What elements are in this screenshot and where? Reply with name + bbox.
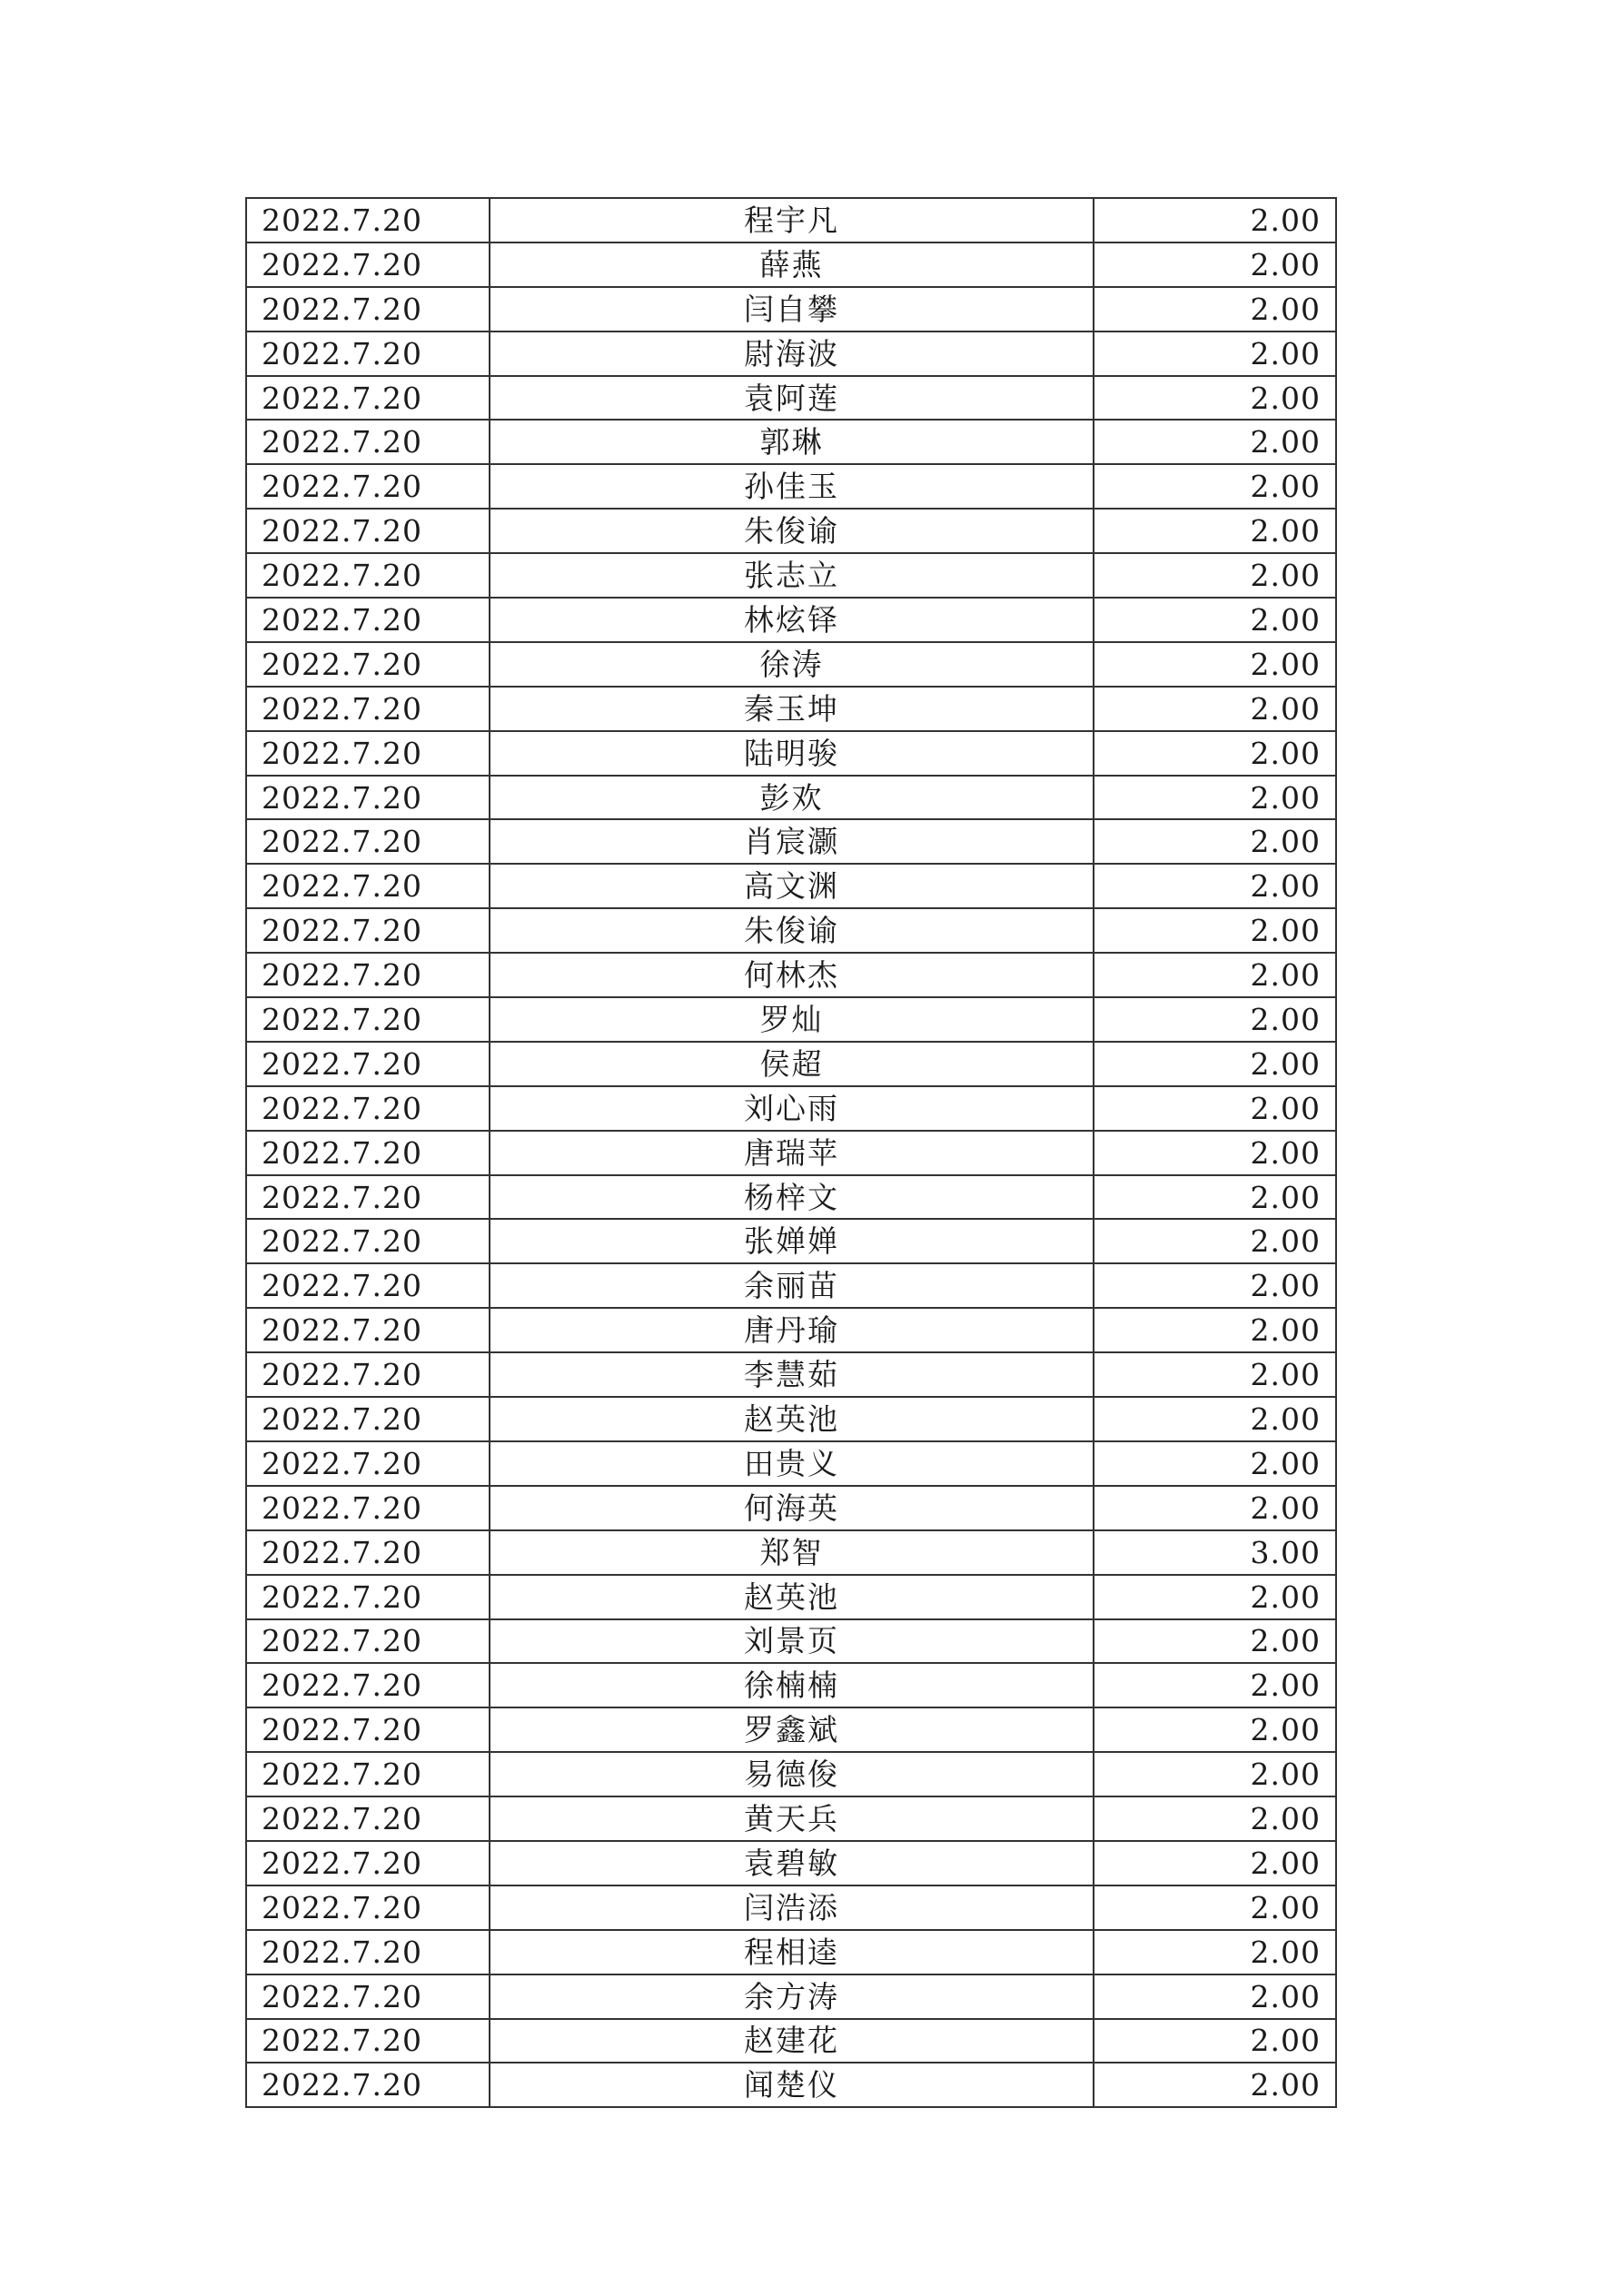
amount-cell: 2.00: [1094, 1575, 1336, 1619]
date-cell: 2022.7.20: [246, 464, 490, 509]
date-cell: 2022.7.20: [246, 1397, 490, 1441]
amount-cell: 2.00: [1094, 1042, 1336, 1086]
amount-cell: 2.00: [1094, 1752, 1336, 1796]
date-cell: 2022.7.20: [246, 509, 490, 553]
amount-cell: 2.00: [1094, 1707, 1336, 1752]
date-cell: 2022.7.20: [246, 1974, 490, 2019]
amount-cell: 2.00: [1094, 598, 1336, 642]
table-row: [246, 1841, 1336, 1885]
table-row: [246, 1530, 1336, 1575]
date-cell: 2022.7.20: [246, 376, 490, 421]
table-row: [246, 376, 1336, 421]
date-cell: 2022.7.20: [246, 598, 490, 642]
date-cell: 2022.7.20: [246, 1707, 490, 1752]
name-cell: 秦玉坤: [490, 687, 1094, 731]
table-row: [246, 1930, 1336, 1974]
date-cell: 2022.7.20: [246, 1131, 490, 1175]
table-row: [246, 864, 1336, 908]
name-cell: 薛燕: [490, 242, 1094, 287]
table-row: [246, 642, 1336, 687]
amount-cell: 2.00: [1094, 2063, 1336, 2107]
amount-cell: 2.00: [1094, 1308, 1336, 1352]
amount-cell: 2.00: [1094, 1441, 1336, 1486]
date-cell: 2022.7.20: [246, 1175, 490, 1220]
name-cell: 郑智: [490, 1530, 1094, 1575]
amount-cell: 2.00: [1094, 953, 1336, 997]
name-cell: 侯超: [490, 1042, 1094, 1086]
name-cell: 徐楠楠: [490, 1663, 1094, 1707]
table-row: [246, 598, 1336, 642]
amount-cell: 2.00: [1094, 776, 1336, 820]
name-cell: 张婵婵: [490, 1219, 1094, 1263]
amount-cell: 2.00: [1094, 997, 1336, 1042]
date-cell: 2022.7.20: [246, 287, 490, 332]
amount-cell: 2.00: [1094, 242, 1336, 287]
name-cell: 肖宸灏: [490, 819, 1094, 864]
date-cell: 2022.7.20: [246, 1841, 490, 1885]
name-cell: 易德俊: [490, 1752, 1094, 1796]
date-cell: 2022.7.20: [246, 776, 490, 820]
table-row: [246, 776, 1336, 820]
date-cell: 2022.7.20: [246, 1619, 490, 1664]
name-cell: 杨梓文: [490, 1175, 1094, 1220]
amount-cell: 3.00: [1094, 1530, 1336, 1575]
amount-cell: 2.00: [1094, 1219, 1336, 1263]
amount-cell: 2.00: [1094, 1175, 1336, 1220]
table-row: [246, 1486, 1336, 1530]
name-cell: 林炫铎: [490, 598, 1094, 642]
table-row: [246, 953, 1336, 997]
amount-cell: 2.00: [1094, 1930, 1336, 1974]
amount-cell: 2.00: [1094, 1131, 1336, 1175]
name-cell: 陆明骏: [490, 731, 1094, 776]
table-row: [246, 997, 1336, 1042]
date-cell: 2022.7.20: [246, 953, 490, 997]
date-cell: 2022.7.20: [246, 420, 490, 464]
date-cell: 2022.7.20: [246, 1352, 490, 1397]
amount-cell: 2.00: [1094, 1841, 1336, 1885]
date-cell: 2022.7.20: [246, 864, 490, 908]
name-cell: 朱俊谕: [490, 908, 1094, 953]
name-cell: 何林杰: [490, 953, 1094, 997]
table-row: [246, 687, 1336, 731]
table-row: [246, 242, 1336, 287]
date-cell: 2022.7.20: [246, 2063, 490, 2107]
name-cell: 唐瑞苹: [490, 1131, 1094, 1175]
amount-cell: 2.00: [1094, 1796, 1336, 1841]
table-row: [246, 1352, 1336, 1397]
amount-cell: 2.00: [1094, 687, 1336, 731]
name-cell: 刘心雨: [490, 1086, 1094, 1131]
table-row: [246, 908, 1336, 953]
table-row: [246, 1175, 1336, 1220]
name-cell: 赵建花: [490, 2019, 1094, 2063]
date-cell: 2022.7.20: [246, 1219, 490, 1263]
date-cell: 2022.7.20: [246, 908, 490, 953]
name-cell: 闻楚仪: [490, 2063, 1094, 2107]
amount-cell: 2.00: [1094, 1397, 1336, 1441]
name-cell: 孙佳玉: [490, 464, 1094, 509]
amount-cell: 2.00: [1094, 1619, 1336, 1664]
date-cell: 2022.7.20: [246, 332, 490, 376]
amount-cell: 2.00: [1094, 819, 1336, 864]
table-row: [246, 1707, 1336, 1752]
table-row: [246, 1441, 1336, 1486]
name-cell: 罗灿: [490, 997, 1094, 1042]
amount-cell: 2.00: [1094, 1486, 1336, 1530]
name-cell: 黄天兵: [490, 1796, 1094, 1841]
name-cell: 罗鑫斌: [490, 1707, 1094, 1752]
name-cell: 唐丹瑜: [490, 1308, 1094, 1352]
date-cell: 2022.7.20: [246, 1752, 490, 1796]
date-cell: 2022.7.20: [246, 1575, 490, 1619]
amount-cell: 2.00: [1094, 1263, 1336, 1308]
name-cell: 张志立: [490, 553, 1094, 598]
date-cell: 2022.7.20: [246, 553, 490, 598]
amount-cell: 2.00: [1094, 864, 1336, 908]
table-row: [246, 1885, 1336, 1930]
table-row: [246, 1752, 1336, 1796]
table-row: [246, 1575, 1336, 1619]
date-cell: 2022.7.20: [246, 1885, 490, 1930]
amount-cell: 2.00: [1094, 2019, 1336, 2063]
date-cell: 2022.7.20: [246, 997, 490, 1042]
table-row: [246, 420, 1336, 464]
table-row: [246, 553, 1336, 598]
ledger-body: [246, 198, 1336, 2107]
table-row: [246, 1042, 1336, 1086]
amount-cell: 2.00: [1094, 420, 1336, 464]
name-cell: 朱俊谕: [490, 509, 1094, 553]
name-cell: 余方涛: [490, 1974, 1094, 2019]
date-cell: 2022.7.20: [246, 731, 490, 776]
amount-cell: 2.00: [1094, 464, 1336, 509]
name-cell: 赵英池: [490, 1397, 1094, 1441]
date-cell: 2022.7.20: [246, 1441, 490, 1486]
table-row: [246, 1663, 1336, 1707]
table-row: [246, 332, 1336, 376]
amount-cell: 2.00: [1094, 287, 1336, 332]
name-cell: 程相逵: [490, 1930, 1094, 1974]
table-row: [246, 1308, 1336, 1352]
table-row: [246, 1397, 1336, 1441]
date-cell: 2022.7.20: [246, 1530, 490, 1575]
table-row: [246, 2063, 1336, 2107]
table-row: [246, 731, 1336, 776]
table-row: [246, 2019, 1336, 2063]
name-cell: 袁碧敏: [490, 1841, 1094, 1885]
date-cell: 2022.7.20: [246, 1663, 490, 1707]
date-cell: 2022.7.20: [246, 242, 490, 287]
name-cell: 余丽苗: [490, 1263, 1094, 1308]
name-cell: 闫浩添: [490, 1885, 1094, 1930]
amount-cell: 2.00: [1094, 509, 1336, 553]
name-cell: 尉海波: [490, 332, 1094, 376]
date-cell: 2022.7.20: [246, 1796, 490, 1841]
date-cell: 2022.7.20: [246, 1086, 490, 1131]
name-cell: 徐涛: [490, 642, 1094, 687]
name-cell: 高文渊: [490, 864, 1094, 908]
amount-cell: 2.00: [1094, 1974, 1336, 2019]
name-cell: 袁阿莲: [490, 376, 1094, 421]
amount-cell: 2.00: [1094, 198, 1336, 242]
name-cell: 刘景页: [490, 1619, 1094, 1664]
table-row: [246, 509, 1336, 553]
name-cell: 程宇凡: [490, 198, 1094, 242]
name-cell: 赵英池: [490, 1575, 1094, 1619]
amount-cell: 2.00: [1094, 642, 1336, 687]
date-cell: 2022.7.20: [246, 1486, 490, 1530]
table-row: [246, 198, 1336, 242]
table-row: [246, 1086, 1336, 1131]
amount-cell: 2.00: [1094, 908, 1336, 953]
table-row: [246, 1263, 1336, 1308]
table-row: [246, 819, 1336, 864]
amount-cell: 2.00: [1094, 1352, 1336, 1397]
table-row: [246, 1796, 1336, 1841]
date-cell: 2022.7.20: [246, 1042, 490, 1086]
name-cell: 田贵义: [490, 1441, 1094, 1486]
date-cell: 2022.7.20: [246, 819, 490, 864]
table-row: [246, 1974, 1336, 2019]
date-cell: 2022.7.20: [246, 687, 490, 731]
name-cell: 何海英: [490, 1486, 1094, 1530]
date-cell: 2022.7.20: [246, 1930, 490, 1974]
table-row: [246, 1619, 1336, 1664]
name-cell: 彭欢: [490, 776, 1094, 820]
name-cell: 闫自攀: [490, 287, 1094, 332]
table-row: [246, 287, 1336, 332]
date-cell: 2022.7.20: [246, 642, 490, 687]
amount-cell: 2.00: [1094, 731, 1336, 776]
amount-cell: 2.00: [1094, 1086, 1336, 1131]
table-row: [246, 1219, 1336, 1263]
table-row: [246, 1131, 1336, 1175]
amount-cell: 2.00: [1094, 376, 1336, 421]
amount-cell: 2.00: [1094, 1663, 1336, 1707]
date-cell: 2022.7.20: [246, 2019, 490, 2063]
table-row: [246, 464, 1336, 509]
date-cell: 2022.7.20: [246, 198, 490, 242]
amount-cell: 2.00: [1094, 1885, 1336, 1930]
donation-ledger-table: [245, 197, 1337, 2108]
amount-cell: 2.00: [1094, 553, 1336, 598]
name-cell: 郭琳: [490, 420, 1094, 464]
date-cell: 2022.7.20: [246, 1308, 490, 1352]
amount-cell: 2.00: [1094, 332, 1336, 376]
name-cell: 李慧茹: [490, 1352, 1094, 1397]
date-cell: 2022.7.20: [246, 1263, 490, 1308]
